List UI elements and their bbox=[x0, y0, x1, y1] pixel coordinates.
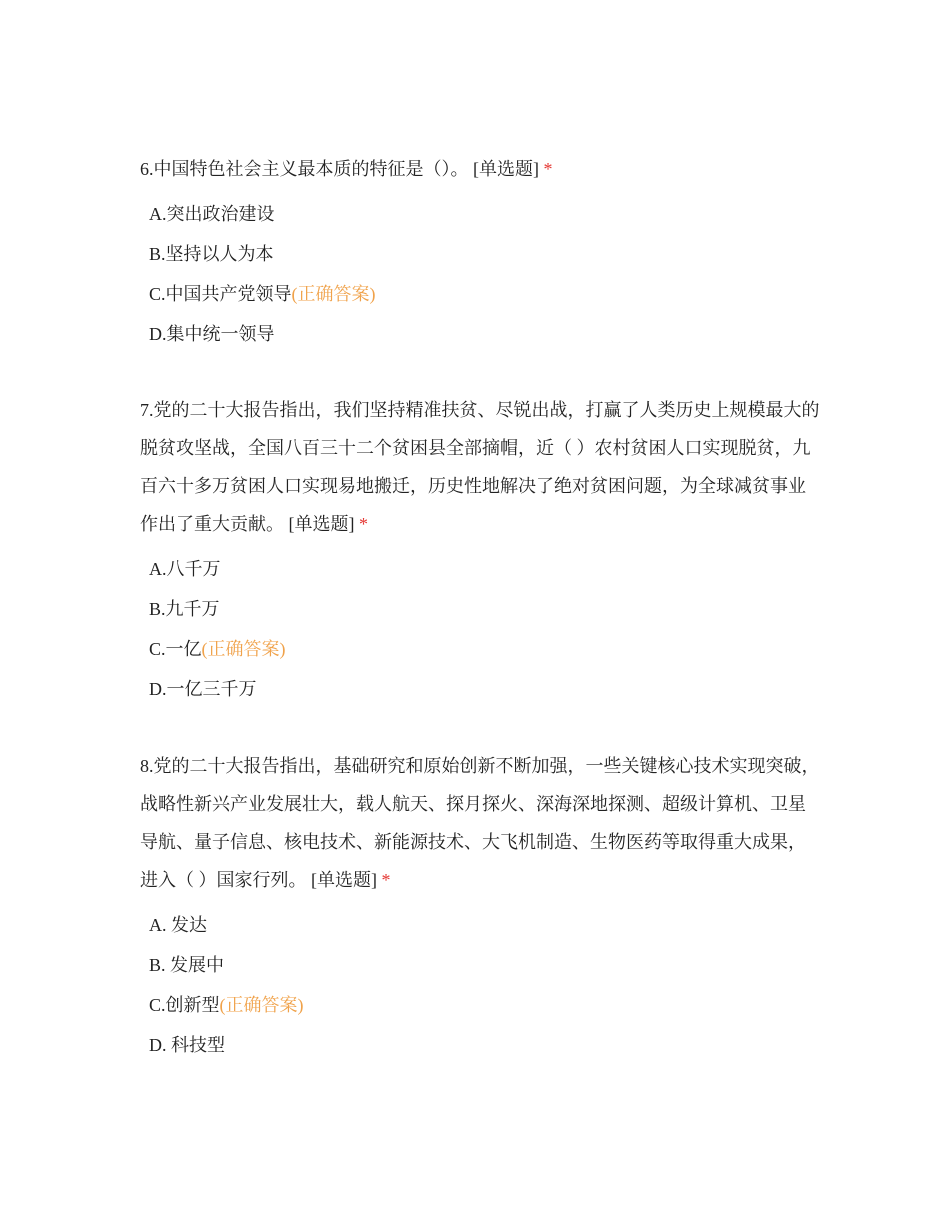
correct-answer-tag: (正确答案) bbox=[201, 639, 286, 659]
option-label: D.一亿三千万 bbox=[149, 679, 257, 699]
option-label: A.突出政治建设 bbox=[149, 204, 275, 224]
required-mark: * bbox=[381, 870, 391, 890]
option-label: B. 发展中 bbox=[149, 955, 225, 975]
question-text: 6.中国特色社会主义最本质的特征是（）。 bbox=[140, 159, 469, 179]
option-label: D. 科技型 bbox=[149, 1035, 225, 1055]
option-c[interactable] bbox=[140, 274, 820, 314]
required-mark: * bbox=[359, 514, 368, 534]
option-d[interactable] bbox=[140, 314, 820, 354]
option-d[interactable] bbox=[140, 1025, 820, 1065]
question-stem bbox=[140, 391, 820, 543]
question-8 bbox=[140, 747, 820, 1065]
option-a[interactable] bbox=[140, 194, 820, 234]
option-label: D.集中统一领导 bbox=[149, 324, 275, 344]
correct-answer-tag: (正确答案) bbox=[291, 284, 376, 304]
option-c[interactable] bbox=[140, 629, 820, 669]
question-6 bbox=[140, 150, 820, 354]
option-label: B.坚持以人为本 bbox=[149, 244, 274, 264]
required-mark: * bbox=[543, 159, 553, 179]
option-list bbox=[140, 905, 820, 1065]
option-label: C.创新型 bbox=[149, 995, 220, 1015]
question-text: 7.党的二十大报告指出，我们坚持精准扶贫、尽锐出战，打赢了人类历史上规模最大的脱贫攻坚战，全国八百三十二个贫困县全部摘帽，近（ ）农村贫困人口实现脱贫，九百六十多万贫困人口实现易地搬迁，历史性地解决了绝对贫困问题，为全球减贫事业作出了重大贡献。 bbox=[140, 400, 820, 534]
option-c[interactable] bbox=[140, 985, 820, 1025]
option-a[interactable] bbox=[140, 905, 820, 945]
question-7 bbox=[140, 391, 820, 709]
question-text: 8.党的二十大报告指出，基础研究和原始创新不断加强，一些关键核心技术实现突破，战略性新兴产业发展壮大，载人航天、探月探火、深海深地探测、超级计算机、卫星导航、量子信息、核电技术、新能源技术、大飞机制造、生物医药等取得重大成果，进入（ ）国家行列。 bbox=[140, 756, 820, 890]
question-type: [单选题] bbox=[311, 870, 377, 890]
correct-answer-tag: (正确答案) bbox=[219, 995, 304, 1015]
question-type: [单选题] bbox=[473, 159, 539, 179]
option-list bbox=[140, 194, 820, 354]
question-type: [单选题] bbox=[288, 514, 355, 534]
option-d[interactable] bbox=[140, 669, 820, 709]
question-stem bbox=[140, 150, 820, 188]
question-stem bbox=[140, 747, 820, 899]
option-list bbox=[140, 549, 820, 709]
option-b[interactable] bbox=[140, 589, 820, 629]
option-label: A. 发达 bbox=[149, 915, 207, 935]
option-label: C.一亿 bbox=[149, 639, 202, 659]
option-a[interactable] bbox=[140, 549, 820, 589]
option-b[interactable] bbox=[140, 234, 820, 274]
option-b[interactable] bbox=[140, 945, 820, 985]
option-label: B.九千万 bbox=[149, 599, 220, 619]
option-label: A.八千万 bbox=[149, 559, 221, 579]
option-label: C.中国共产党领导 bbox=[149, 284, 292, 304]
